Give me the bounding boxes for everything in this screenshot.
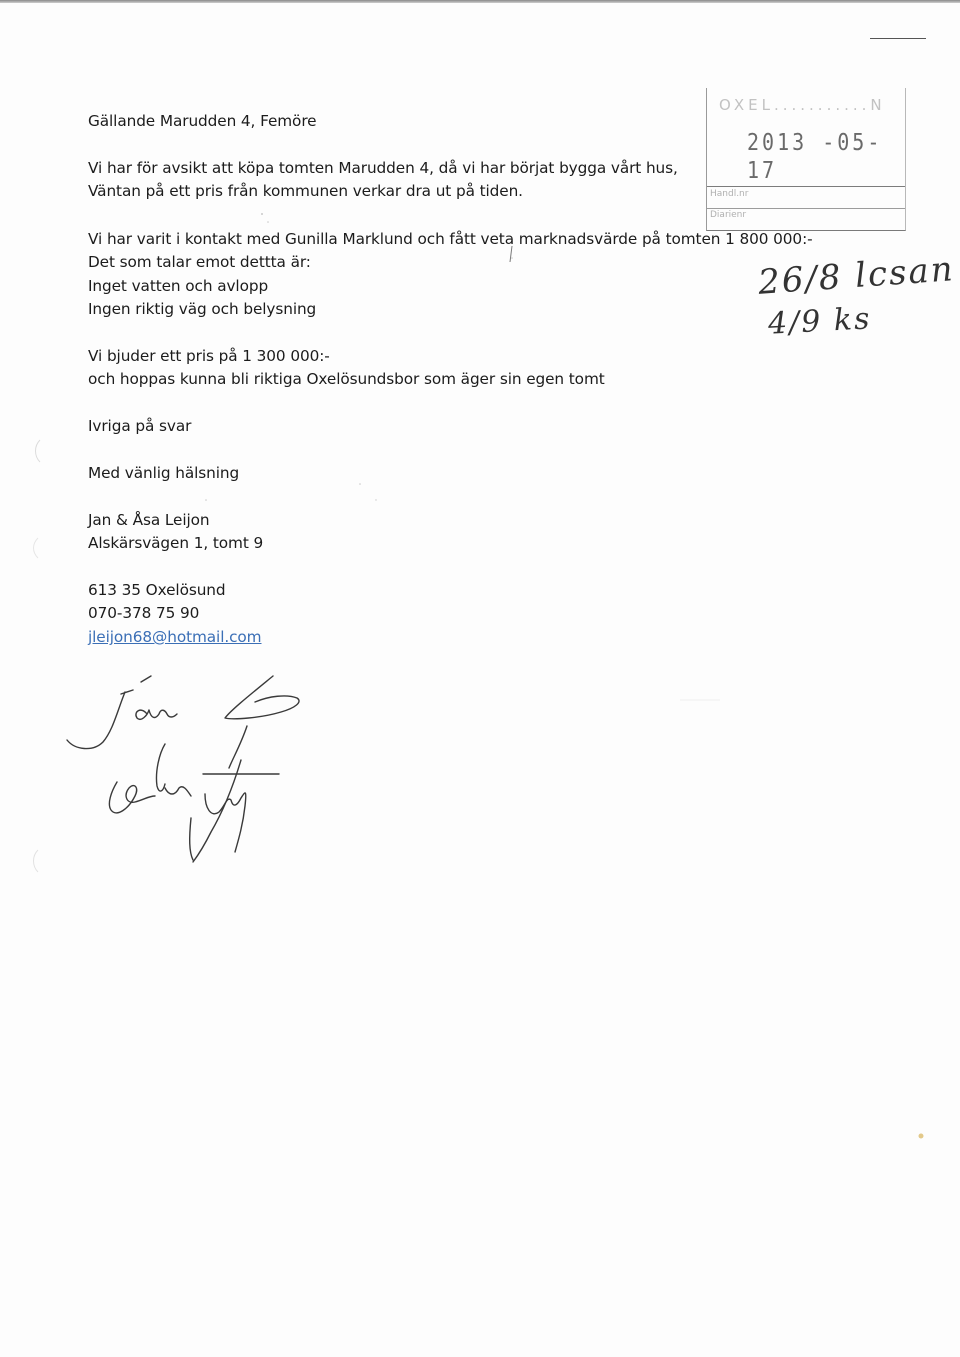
stamp-organization: OXEL...........N (719, 96, 886, 114)
letter-closing-line: Ivriga på svar (88, 417, 192, 435)
handwritten-note-date-initials: 26/8 lcsan (756, 249, 956, 303)
letter-line: Vi bjuder ett pris på 1 300 000:- (88, 347, 330, 365)
scan-edge (0, 0, 960, 3)
letter-line: Vi har varit i kontakt med Gunilla Marklund och fått veta marknadsvärde på tomten 1 800 000:- (88, 230, 813, 248)
letter-subject: Gällande Marudden 4, Femöre (88, 112, 317, 130)
stamp-field-diarienummer: Diarienr (710, 210, 747, 220)
letter-line: och hoppas kunna bli riktiga Oxelösundsbor som äger sin egen tomt (88, 370, 605, 388)
stamp-divider (707, 186, 905, 187)
handwritten-signatures (55, 668, 315, 878)
stamp-date: 2013 -05- 17 (747, 128, 883, 184)
sender-street: Alskärsvägen 1, tomt 9 (88, 534, 264, 552)
letter-line: Väntan på ett pris från kommunen verkar dra ut på tiden. (88, 182, 523, 200)
sender-phone: 070-378 75 90 (88, 604, 200, 622)
sender-names: Jan & Åsa Leijon (88, 511, 210, 529)
sender-email-link[interactable]: jleijon68@hotmail.com (88, 628, 262, 646)
letter-line: Ingen riktig väg och belysning (88, 300, 317, 318)
sender-postal-address: 613 35 Oxelösund (88, 581, 226, 599)
letter-line: Det som talar emot dettta är: (88, 253, 311, 271)
letter-line: Inget vatten och avlopp (88, 277, 269, 295)
stamp-field-handlingsnummer: Handl.nr (710, 189, 749, 199)
letter-line: Vi har för avsikt att köpa tomten Marudden 4, då vi har börjat bygga vårt hus, (88, 159, 678, 177)
corner-mark (870, 38, 926, 39)
received-stamp (706, 88, 906, 231)
letter-greeting: Med vänlig hälsning (88, 464, 240, 482)
handwritten-note-date-initials: 4/9 ks (767, 301, 873, 342)
stamp-divider (707, 208, 905, 209)
